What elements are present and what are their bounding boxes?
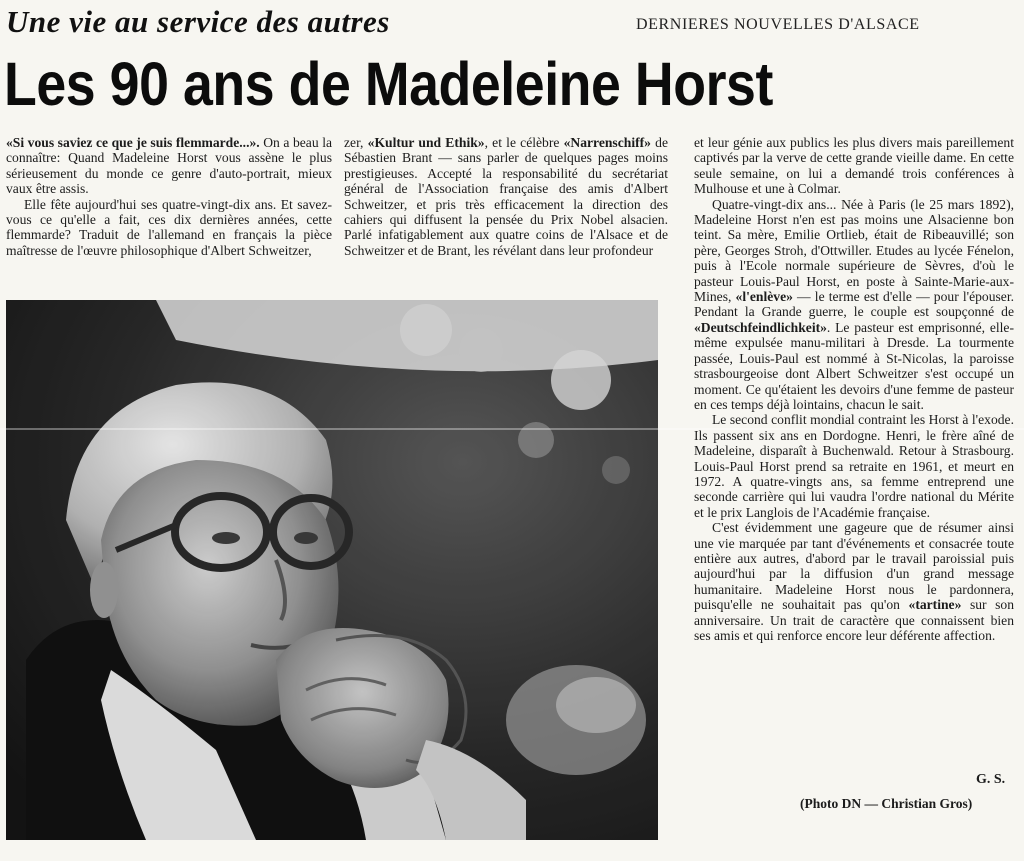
photo-credit: (Photo DN — Christian Gros)	[800, 796, 973, 811]
portrait-photo	[6, 300, 658, 840]
article-column-1	[6, 135, 332, 297]
article-headline: Les 90 ans de Madeleine Horst	[4, 50, 773, 118]
text: de Sébastien Brant — sans parler de quelques pages moins prestigieuses. Accepté la responsabilité du secrétariat général de l'Association française des amis d'Albert Schweitzer, et pris très efficacement la direction des cahiers qui diffusent la pensée du Prix Nobel alsacien. Parlé infatigablement aux quatre coins de l'Alsace et de Schweitzer et de Brant, les révélant dans leur profondeur	[344, 135, 668, 258]
text: Quatre-vingt-dix ans... Née à Paris (le 25 mars 1892), Madeleine Horst n'en est pas moins une Alsacienne bon teint. Sa mère, Emilie Ortlieb, était de Ribeauvillé; son père, Georges Stroh, d'Ottwiller. Etudes au lycée Fénelon, puis à l'Ecole normale supérieure de Sèvres, d'où le pasteur Louis-Paul Horst, en poste à Sainte-Marie-aux-Mines,	[694, 196, 1014, 305]
paragraph	[694, 197, 1014, 413]
portrait-illustration	[6, 300, 658, 840]
paragraph	[344, 135, 668, 258]
article-column-2	[344, 135, 668, 297]
quoted-term: «tartine»	[908, 597, 962, 613]
text: — le terme est d'elle — pour l'épouser. Pendant la Grande guerre, le couple est soupçonné de	[694, 289, 1014, 320]
paragraph: Le second conflit mondial contraint les Horst à l'exode. Ils passent six ans en Dordogne. Henri, le frère aîné de Madeleine, disparaît à Buchenwald. Retour à Strasbourg. Louis-Paul Horst prend sa retraite en 1961, et meurt en 1972. A quatre-vingts ans, sa femme entreprend une seconde carrière qui lui vaudra l'ordre national du Mérite et le prix Langlois de l'Académie française.	[694, 412, 1014, 520]
newspaper-name: DERNIERES NOUVELLES D'ALSACE	[636, 16, 920, 33]
text: C'est évidemment une gageure que de résumer ainsi une vie marquée par tant d'événements et consacrée toute entière aux autres, d'abord par le travail paroissial puis aujourd'hui par la diffusion d'un grand message humanitaire. Madeleine Horst nous le pardonnera, puisqu'elle ne souhaitait pas qu'on	[694, 520, 1014, 613]
article-column-3	[694, 135, 1014, 795]
paragraph: Elle fête aujourd'hui ses quatre-vingt-dix ans. Et savez-vous ce qu'elle a fait, ces dix dernières années, cette flemmarde? Traduit de l'allemand en français la pièce maîtresse de l'œuvre philosophique d'Albert Schweitzer,	[6, 196, 332, 258]
text: zer,	[344, 135, 368, 150]
paragraph	[6, 135, 332, 197]
quoted-term: «l'enlève»	[735, 289, 793, 305]
paragraph	[694, 520, 1014, 643]
quoted-term: «Deutschfeindlichkeit»	[694, 319, 827, 335]
paragraph: et leur génie aux publics les plus divers mais pareillement captivés par la verve de cette grande vieille dame. En cette seule semaine, on lui a demandé trois conférences à Mulhouse et une à Colmar.	[694, 135, 1014, 197]
book-title: «Narrenschiff»	[563, 135, 651, 150]
paper-fold-line	[0, 428, 1024, 430]
text: , et le célèbre	[484, 135, 564, 150]
opening-quote: «Si vous saviez ce que je suis flemmarde...».	[6, 135, 260, 150]
text: On a beau la connaître: Quand Madeleine Horst vous assène le plus sérieusement du monde ce genre d'auto-portrait, mieux vaux être assis.	[6, 135, 332, 197]
article-kicker: Une vie au service des autres	[6, 4, 390, 39]
author-signature: G. S.	[976, 772, 1006, 787]
text: sur son anniversaire. Un trait de caractère que connaissent bien ses amis et qui renforce encore leur déférente affection.	[694, 597, 1014, 643]
text: . Le pasteur est emprisonné, elle-même expulsée manu-militari à Dresde. La tourmente passée, Louis-Paul est nommé à St-Nicolas, la paroisse strasbourgeoise dont Albert Schweitzer s'est occupé un moment. Ce qu'étaient les devoirs d'une femme de pasteur en ces temps déjà lointains, chacun le sait.	[694, 319, 1014, 412]
book-title: «Kultur und Ethik»	[367, 135, 485, 150]
